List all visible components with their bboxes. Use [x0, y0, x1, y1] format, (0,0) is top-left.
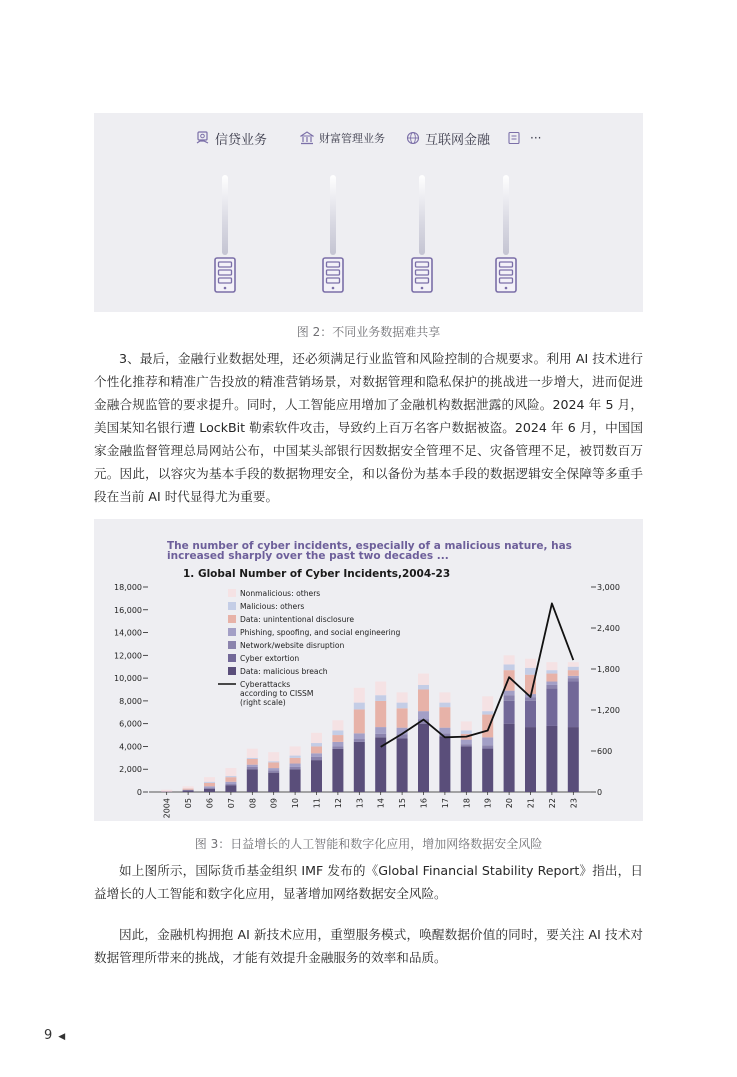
bar-segment [546, 682, 557, 685]
bar-segment [311, 757, 322, 760]
bar-segment [183, 789, 194, 790]
bar-segment [418, 711, 429, 719]
bar-segment [439, 736, 450, 792]
server-icon [322, 257, 344, 293]
bar-segment [525, 697, 536, 700]
y-tick-label: 8,000 [119, 696, 142, 706]
x-tick-label: 11 [312, 798, 322, 809]
bar-segment [247, 769, 258, 792]
body-paragraph-imf: 如上图所示，国际货币基金组织 IMF 发布的《Global Financial Stability Report》指出，日益增长的人工智能和数字化应用，显著增加网络数据安全风险。 [94, 863, 643, 901]
legend-swatch [228, 615, 236, 623]
y-tick-label: 6,000 [119, 719, 142, 729]
x-tick-label: 22 [547, 798, 557, 809]
bar-segment [290, 746, 301, 755]
body-paragraph-conclusion: 因此，金融机构拥抱 AI 新技术应用，重塑服务模式，唤醒数据价值的同时，要关注 AI 技术对数据管理所带来的挑战，才能有效提升金融服务的效率和品质。 [94, 927, 643, 965]
bar-segment [332, 735, 343, 742]
legend-swatch [228, 628, 236, 636]
bar-segment [375, 727, 386, 734]
bar-segment [311, 746, 322, 753]
x-tick-label: 18 [462, 798, 472, 809]
bar-segment [204, 789, 215, 792]
category-more-label: ··· [530, 131, 542, 145]
bar-segment [247, 765, 258, 767]
bar-segment [183, 790, 194, 792]
figure3-caption: 图 3：日益增长的人工智能和数字化应用，增加网络数据安全风险 [194, 837, 543, 851]
bar-segment [204, 782, 215, 783]
data-pipe [419, 175, 425, 255]
x-tick-label: 23 [569, 798, 579, 809]
bar-segment [461, 721, 472, 730]
bar-segment [332, 742, 343, 747]
x-tick-label: 09 [269, 798, 279, 809]
bar-segment [504, 691, 515, 696]
bar-segment [290, 769, 301, 792]
bar-segment [439, 728, 450, 734]
data-pipe [222, 175, 228, 255]
legend-line-label: Cyberattacks [240, 680, 291, 689]
bar-segment [397, 703, 408, 709]
x-tick-label: 2004 [162, 798, 172, 819]
server-icon [411, 257, 433, 293]
legend-swatch [228, 654, 236, 662]
bar-segment [525, 668, 536, 675]
x-tick-label: 08 [248, 798, 258, 809]
bar-segment [482, 696, 493, 711]
bank-building-icon [300, 131, 314, 145]
bar-segment [568, 676, 579, 678]
bar-segment [439, 692, 450, 702]
bar-segment [225, 777, 236, 782]
bar-segment [247, 758, 258, 759]
bar-segment [418, 690, 429, 712]
category-more [507, 127, 541, 149]
document-icon [507, 131, 521, 145]
bar-segment [568, 682, 579, 728]
bar-segment [568, 667, 579, 670]
bar-segment [354, 703, 365, 710]
figure-cyber-incidents-chart [94, 519, 643, 821]
bar-segment [332, 731, 343, 736]
category-loan-label: 信贷业务 [215, 132, 268, 148]
bar-segment [482, 745, 493, 747]
bar-segment [482, 711, 493, 714]
bar-segment [461, 744, 472, 746]
bar-segment [546, 726, 557, 792]
legend-swatch [228, 589, 236, 597]
x-tick-label: 10 [291, 798, 301, 809]
bar-segment [311, 760, 322, 792]
cyberattacks-line [381, 603, 574, 747]
bar-segment [204, 777, 215, 782]
bar-segment [332, 749, 343, 792]
bar-segment [183, 786, 194, 788]
chart-headline-line1: The number of cyber incidents, especially of a malicious nature, has [167, 540, 572, 552]
legend-label: Cyber extortion [240, 654, 300, 663]
bar-segment [290, 756, 301, 758]
bar-segment [504, 701, 515, 724]
bar-segment [546, 662, 557, 670]
category-wealth-label: 财富管理业务 [319, 132, 385, 145]
y2-tick-label: 600 [597, 747, 613, 756]
bar-segment [290, 758, 301, 764]
bar-segment [461, 731, 472, 734]
bar-segment [247, 759, 258, 765]
data-pipe [330, 175, 336, 255]
chart-line-series [381, 603, 574, 747]
category-loan [196, 127, 267, 149]
bar-segment [482, 737, 493, 745]
bar-segment [568, 662, 579, 667]
bar-segment [354, 688, 365, 703]
bar-segment [375, 701, 386, 727]
bar-segment [546, 685, 557, 688]
bar-segment [332, 746, 343, 748]
y-tick-label: 18,000 [114, 583, 142, 592]
chart-bars [161, 655, 579, 792]
loan-icon [196, 131, 210, 145]
x-tick-label: 15 [398, 798, 408, 809]
bar-segment [354, 739, 365, 742]
bar-segment [418, 685, 429, 690]
page-number [44, 1028, 65, 1043]
bar-segment [546, 670, 557, 673]
bar-segment [482, 748, 493, 749]
figure2-caption: 图 2：不同业务数据难共享 [296, 325, 441, 339]
category-internet-label: 互联网金融 [425, 132, 491, 148]
bar-segment [311, 743, 322, 746]
bar-segment [311, 753, 322, 756]
bar-segment [161, 791, 172, 792]
bar-segment [418, 724, 429, 792]
category-internet [406, 127, 490, 149]
bar-segment [268, 768, 279, 770]
bar-segment [354, 733, 365, 739]
legend-line-label: according to CISSM [240, 689, 314, 698]
bar-segment [225, 785, 236, 792]
y-tick-label: 0 [136, 788, 142, 797]
bar-segment [525, 701, 536, 727]
network-globe-icon [406, 131, 420, 145]
bar-segment [504, 695, 515, 701]
x-tick-label: 21 [526, 798, 536, 809]
y-tick-label: 2,000 [119, 765, 142, 775]
server-icon [495, 257, 517, 293]
legend-line-label: (right scale) [240, 698, 286, 707]
category-wealth [300, 127, 385, 149]
y-tick-label: 12,000 [114, 651, 142, 661]
bar-segment [204, 783, 215, 786]
bar-segment [504, 724, 515, 792]
bar-segment [225, 782, 236, 784]
x-tick-label: 12 [333, 798, 343, 809]
bar-segment [268, 770, 279, 772]
bar-segment [204, 786, 215, 788]
bar-segment [546, 674, 557, 682]
x-tick-label: 17 [440, 798, 450, 809]
body-paragraph-compliance: 3、最后，金融行业数据处理，还必须满足行业监管和风险控制的合规要求。利用 AI 技术进行个性化推荐和精准广告投放的精准营销场景，对数据管理和隐私保护的挑战进一步增大，进而促进金融合规监管的要求提升。同时，人工智能应用增加了金融机构数据泄露的风险。2024 年 5 月，美国某知名银行遭 LockBit 勒索软件攻击，导致约上百万名客户数据被盗。2024 年 6 月，中国国家金融监督管理总局网站公布，中国某头部银行因数据安全管理不足、灾备管理不足，被罚数百万元。因此，以容灾为基本手段的数据物理安全，和以备份为基本手段的数据逻辑安全保障等多重手段在当前 AI 时代显得尤为重要。 [94, 351, 643, 504]
bar-segment [332, 720, 343, 730]
legend-label: Data: malicious breach [240, 667, 328, 676]
legend-label: Phishing, spoofing, and social engineering [240, 628, 401, 637]
bar-segment [397, 692, 408, 702]
server-icon [214, 257, 236, 293]
bar-segment [418, 674, 429, 685]
bar-segment [183, 790, 194, 791]
legend-label: Data: unintentional disclosure [240, 615, 355, 624]
bar-segment [397, 738, 408, 792]
bar-segment [568, 670, 579, 676]
bar-segment [546, 688, 557, 726]
bar-segment [375, 734, 386, 737]
y2-tick-label: 1,800 [597, 665, 620, 674]
bar-segment [311, 733, 322, 743]
bar-segment [568, 678, 579, 681]
bar-segment [225, 776, 236, 777]
legend-swatch [228, 602, 236, 610]
cyber-incidents-chart [94, 519, 643, 821]
page-number-value: 9 [44, 1028, 53, 1043]
chart-axes [114, 583, 620, 818]
bar-segment [504, 655, 515, 664]
legend-swatch [228, 667, 236, 675]
bar-segment [525, 727, 536, 792]
x-tick-label: 05 [184, 798, 194, 809]
bar-segment [461, 740, 472, 745]
legend-label: Malicious: others [240, 602, 305, 611]
bar-segment [161, 790, 172, 791]
y2-tick-label: 2,400 [597, 624, 620, 633]
x-tick-label: 07 [226, 798, 236, 809]
bar-segment [247, 749, 258, 758]
bar-segment [525, 659, 536, 668]
bar-segment [268, 752, 279, 761]
x-tick-label: 14 [376, 798, 386, 809]
triangle-left-icon: ◀ [58, 1032, 66, 1042]
x-tick-label: 16 [419, 798, 429, 809]
legend-label: Nonmalicious: others [240, 589, 321, 598]
figure-business-data-silos [94, 113, 643, 312]
y2-tick-label: 3,000 [597, 583, 620, 592]
x-tick-label: 06 [205, 798, 215, 809]
bar-segment [504, 664, 515, 670]
y-tick-label: 4,000 [119, 742, 142, 752]
bar-segment [375, 695, 386, 701]
y-tick-label: 16,000 [114, 605, 142, 615]
x-tick-label: 13 [355, 798, 365, 809]
bar-segment [482, 749, 493, 792]
bar-segment [225, 768, 236, 776]
y-tick-label: 14,000 [114, 628, 142, 638]
chart-headline-line2: increased sharply over the past two decades ... [167, 550, 449, 562]
y-tick-label: 10,000 [114, 674, 142, 684]
bar-segment [375, 682, 386, 696]
chart-legend [218, 589, 401, 707]
data-pipe [503, 175, 509, 255]
bar-segment [354, 742, 365, 792]
x-tick-label: 19 [483, 798, 493, 809]
bar-segment [397, 708, 408, 727]
bar-segment [225, 784, 236, 785]
bar-segment [290, 767, 301, 769]
legend-swatch [228, 641, 236, 649]
x-tick-label: 20 [505, 798, 515, 809]
bar-segment [290, 764, 301, 767]
bar-segment [439, 703, 450, 708]
bar-segment [354, 709, 365, 733]
bar-segment [247, 767, 258, 769]
bar-segment [482, 715, 493, 738]
bar-segment [568, 727, 579, 792]
legend-label: Network/website disruption [240, 641, 345, 650]
bar-segment [268, 761, 279, 762]
bar-segment [268, 773, 279, 792]
bar-segment [161, 791, 172, 792]
bar-segment [268, 762, 279, 768]
y2-tick-label: 1,200 [597, 706, 620, 715]
bar-segment [461, 746, 472, 792]
bar-segment [439, 707, 450, 728]
chart-title: 1. Global Number of Cyber Incidents,2004-23 [183, 568, 451, 580]
y2-tick-label: 0 [597, 788, 603, 797]
